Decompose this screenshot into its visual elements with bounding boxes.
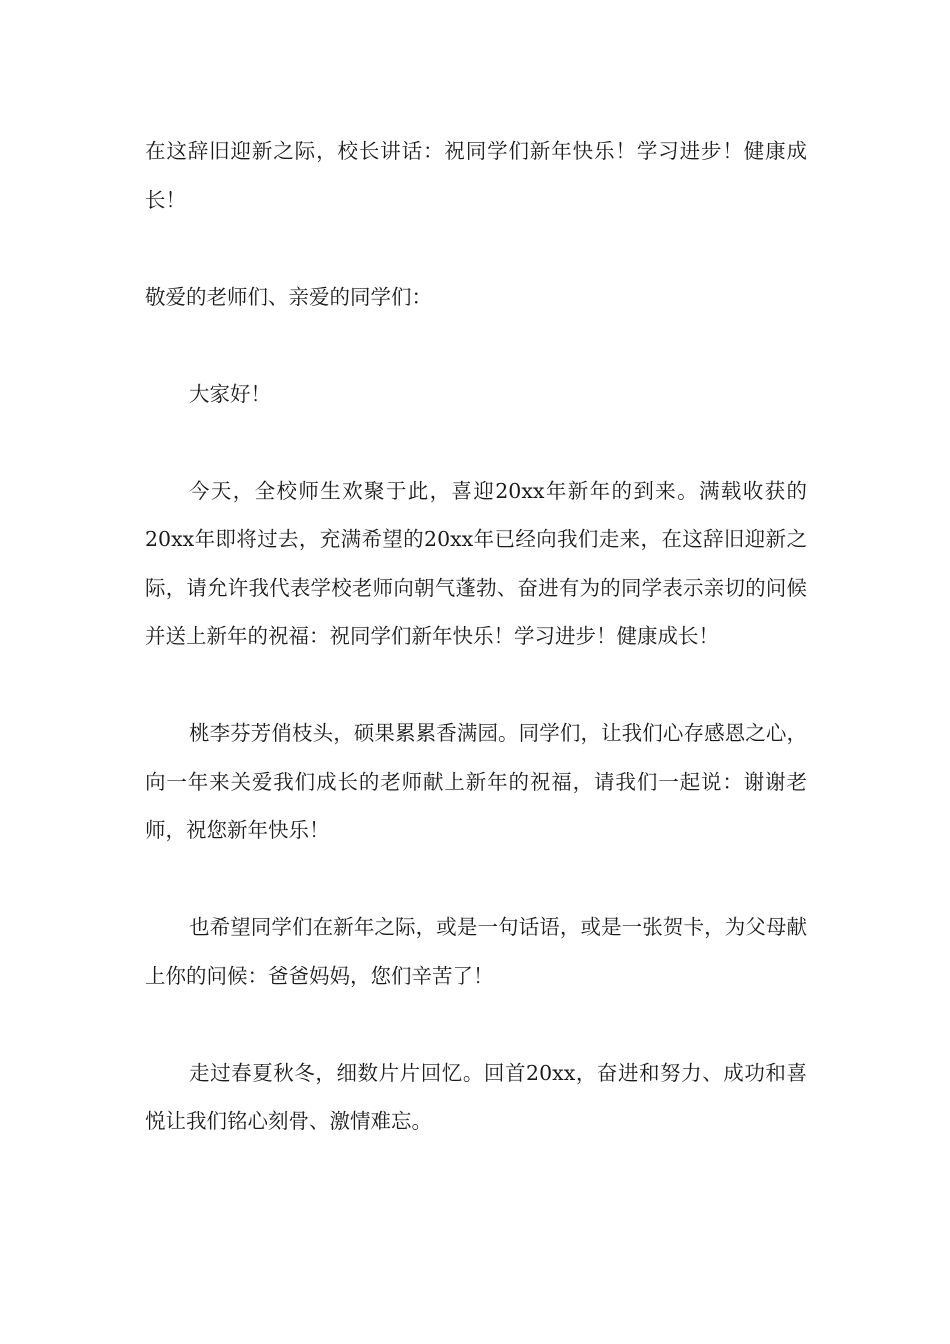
body-paragraph-teachers: 桃李芬芳俏枝头，硕果累累香满园。同学们，让我们心存感恩之心，向一年来关爱我们成长的老师献上新年的祝福，请我们一起说：谢谢老师，祝您新年快乐！ (145, 721, 807, 842)
greeting: 大家好！ (189, 381, 271, 406)
intro-paragraph: 在这辞旧迎新之际，校长讲话：祝同学们新年快乐！学习进步！健康成长！ (145, 139, 807, 212)
body-paragraph-parents: 也希望同学们在新年之际，或是一句话语，或是一张贺卡，为父母献上你的问候：爸爸妈妈，您们辛苦了！ (145, 915, 807, 988)
body-paragraph-new-year: 今天，全校师生欢聚于此，喜迎20xx年新年的到来。满载收获的20xx年即将过去，充满希望的20xx年已经向我们走来，在这辞旧迎新之际，请允许我代表学校老师向朝气蓬勃、奋进有为的同学表示亲切的问候并送上新年的祝福：祝同学们新年快乐！学习进步！健康成长！ (145, 478, 807, 648)
salutation: 敬爱的老师们、亲爱的同学们： (145, 284, 432, 309)
body-paragraph-review: 走过春夏秋冬，细数片片回忆。回首20xx，奋进和努力、成功和喜悦让我们铭心刻骨、激情难忘。 (145, 1060, 807, 1133)
document-body (145, 127, 807, 1194)
